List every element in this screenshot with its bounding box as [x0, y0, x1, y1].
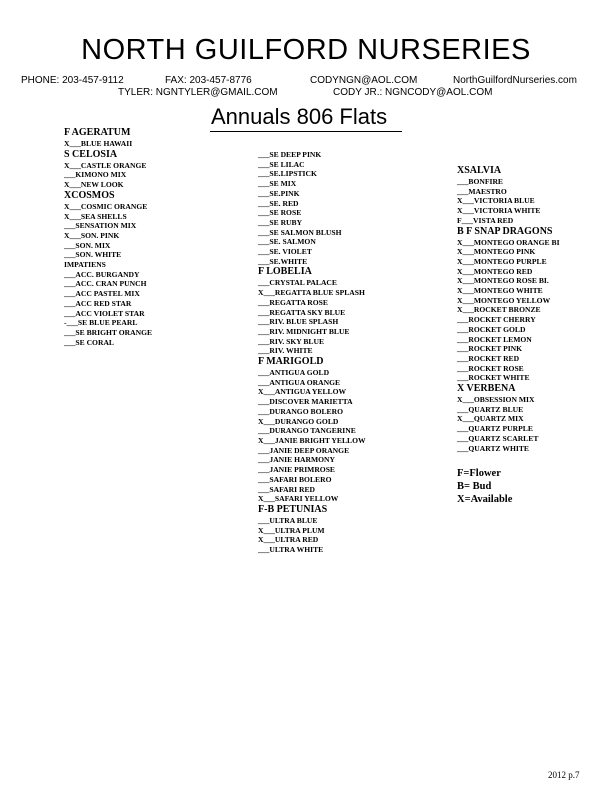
title-underline — [210, 131, 402, 132]
website: NorthGuilfordNurseries.com — [453, 75, 577, 86]
plant-item: X___QUARTZ MIX — [457, 414, 524, 424]
plant-item: X___JANIE BRIGHT YELLOW — [258, 435, 366, 445]
plant-item: X___VICTORIA WHITE — [457, 206, 541, 216]
plant-item: ___SE BRIGHT ORANGE — [64, 327, 153, 337]
plant-item: ___SE LILAC — [258, 159, 305, 169]
plant-item: ___RIV. WHITE — [258, 346, 313, 356]
plant-item: ___SE RUBY — [258, 217, 303, 227]
category-heading: F-B PETUNIAS — [258, 503, 328, 515]
plant-item: ___BONFIRE — [457, 177, 503, 186]
plant-item: -___SE BLUE PEARL — [64, 318, 138, 328]
plant-item: IMPATIENS — [64, 260, 106, 270]
tyler-email: TYLER: NGNTYLER@GMAIL.COM — [118, 87, 278, 98]
plant-item: ___JANIE DEEP ORANGE — [258, 445, 350, 455]
plant-item: ___SE.WHITE — [258, 256, 308, 266]
plant-item: X___ULTRA RED — [258, 535, 319, 545]
plant-item: ___SE. SALMON — [258, 237, 316, 247]
legend — [457, 467, 560, 506]
plant-item: ___ROCKET GOLD — [457, 324, 526, 334]
plant-item: ___SON. WHITE — [64, 250, 122, 260]
plant-item: ___SE DEEP PINK — [258, 150, 322, 159]
fax-number: FAX: 203-457-8776 — [165, 75, 252, 86]
plant-item: ___QUARTZ WHITE — [457, 443, 529, 453]
plant-item: X___COSMIC ORANGE — [64, 201, 148, 211]
plant-item: ___ULTRA BLUE — [258, 515, 318, 525]
plant-item: X___BLUE HAWAII — [64, 139, 133, 148]
category-heading: F MARIGOLD — [258, 356, 324, 368]
plant-item: ___ROCKET LEMON — [457, 334, 532, 344]
category-heading: XSALVIA — [457, 165, 502, 176]
plant-item: ___SE CORAL — [64, 337, 115, 347]
plant-list-column-3 — [457, 165, 560, 506]
plant-item: ___KIMONO MIX — [64, 170, 127, 180]
category-heading: F AGERATUM — [64, 127, 131, 138]
plant-item: ___ANTIGUA ORANGE — [258, 377, 341, 387]
category-heading: X VERBENA — [457, 383, 516, 395]
legend-item: B= Bud — [457, 481, 492, 493]
legend-item: X=Available — [457, 494, 513, 506]
plant-item: X___ANTIGUA YELLOW — [258, 387, 347, 397]
plant-item: ___SE. RED — [258, 198, 299, 208]
plant-item: ___RIV. MIDNIGHT BLUE — [258, 326, 350, 336]
plant-item: X___MONTEGO WHITE — [457, 286, 543, 296]
page-title: NORTH GUILFORD NURSERIES — [81, 34, 531, 66]
plant-item: X___MONTEGO YELLOW — [457, 295, 551, 305]
plant-item: ___SAFARI BOLERO — [258, 474, 332, 484]
plant-item: ___DISCOVER MARIETTA — [258, 397, 353, 407]
plant-item: ___REGATTA SKY BLUE — [258, 307, 346, 317]
plant-item: X___ULTRA PLUM — [258, 525, 325, 535]
plant-item: ___ROCKET ROSE — [457, 363, 524, 373]
plant-item: X___NEW LOOK — [64, 180, 124, 190]
plant-item: X___SEA SHELLS — [64, 211, 127, 221]
plant-item: ___ACC VIOLET STAR — [64, 308, 145, 318]
plant-item: ___SE ROSE — [258, 208, 302, 218]
plant-item: ___RIV. SKY BLUE — [258, 336, 325, 346]
plant-item: ___SE MIX — [258, 179, 297, 189]
plant-item: ___SE.PINK — [258, 188, 300, 198]
section-title: Annuals 806 Flats — [211, 104, 388, 129]
plant-item: X___ROCKET BRONZE — [457, 305, 541, 315]
plant-item: ___ACC RED STAR — [64, 298, 132, 308]
cody-jr-email: CODY JR.: NGNCODY@AOL.COM — [333, 87, 493, 98]
plant-item: ___QUARTZ PURPLE — [457, 424, 533, 434]
plant-item: ___DURANGO TANGERINE — [258, 426, 356, 436]
plant-item: ___ROCKET RED — [457, 353, 520, 363]
plant-item: ___QUARTZ SCARLET — [457, 433, 539, 443]
category-heading: S CELOSIA — [64, 148, 118, 160]
plant-item: X___OBSESSION MIX — [457, 395, 535, 405]
plant-item: F___VISTA RED — [457, 215, 514, 225]
plant-list-column-2 — [258, 150, 366, 555]
plant-item: X___DURANGO GOLD — [258, 416, 339, 426]
plant-item: ___RIV. BLUE SPLASH — [258, 317, 339, 327]
plant-item: ___ACC. CRAN PUNCH — [64, 279, 147, 289]
plant-item: ___CRYSTAL PALACE — [258, 278, 337, 288]
plant-item: ___SON. MIX — [64, 240, 111, 250]
plant-item: X___VICTORIA BLUE — [457, 196, 535, 206]
plant-item: ___SENSATION MIX — [64, 221, 137, 231]
plant-item: ___ULTRA WHITE — [258, 545, 324, 555]
plant-item: X___MONTEGO PINK — [457, 247, 536, 257]
category-heading: XCOSMOS — [64, 189, 115, 201]
plant-list-column-1 — [64, 127, 152, 347]
plant-item: X___CASTLE ORANGE — [64, 160, 147, 170]
plant-item: ___ROCKET PINK — [457, 344, 523, 354]
plant-item: ___JANIE PRIMROSE — [258, 465, 335, 475]
plant-item: ___ANTIGUA GOLD — [258, 368, 330, 378]
plant-item: X___REGATTA BLUE SPLASH — [258, 288, 365, 298]
plant-item: ___SE SALMON BLUSH — [258, 227, 342, 237]
category-heading: F LOBELIA — [258, 266, 312, 278]
plant-item: X___SAFARI YELLOW — [258, 494, 339, 504]
plant-item: ___MAESTRO — [457, 186, 507, 196]
plant-item: X___SON. PINK — [64, 230, 120, 240]
plant-item: ___SAFARI RED — [258, 484, 316, 494]
plant-item: ___SE.LIPSTICK — [258, 169, 317, 179]
page-footer: 2012 p.7 — [548, 770, 580, 780]
plant-item: ___ROCKET CHERRY — [457, 315, 536, 325]
plant-item: X___MONTEGO ROSE BI. — [457, 276, 549, 286]
plant-item: ___SE. VIOLET — [258, 247, 312, 257]
plant-item: ___REGATTA ROSE — [258, 297, 328, 307]
plant-item: ___QUARTZ BLUE — [457, 404, 524, 414]
phone-number: PHONE: 203-457-9112 — [21, 75, 124, 86]
plant-item: ___ROCKET WHITE — [457, 373, 530, 383]
plant-item: ___JANIE HARMONY — [258, 455, 335, 465]
plant-item: ___ACC. BURGANDY — [64, 269, 140, 279]
plant-item: ___ACC PASTEL MIX — [64, 289, 140, 299]
plant-item: ___DURANGO BOLERO — [258, 406, 344, 416]
plant-item: X___MONTEGO PURPLE — [457, 256, 547, 266]
legend-item: F=Flower — [457, 468, 501, 480]
plant-item: X___MONTEGO ORANGE BI — [457, 237, 560, 247]
email-address: CODYNGN@AOL.COM — [310, 75, 418, 86]
plant-item: X___MONTEGO RED — [457, 266, 533, 276]
category-heading: B F SNAP DRAGONS — [457, 225, 553, 237]
